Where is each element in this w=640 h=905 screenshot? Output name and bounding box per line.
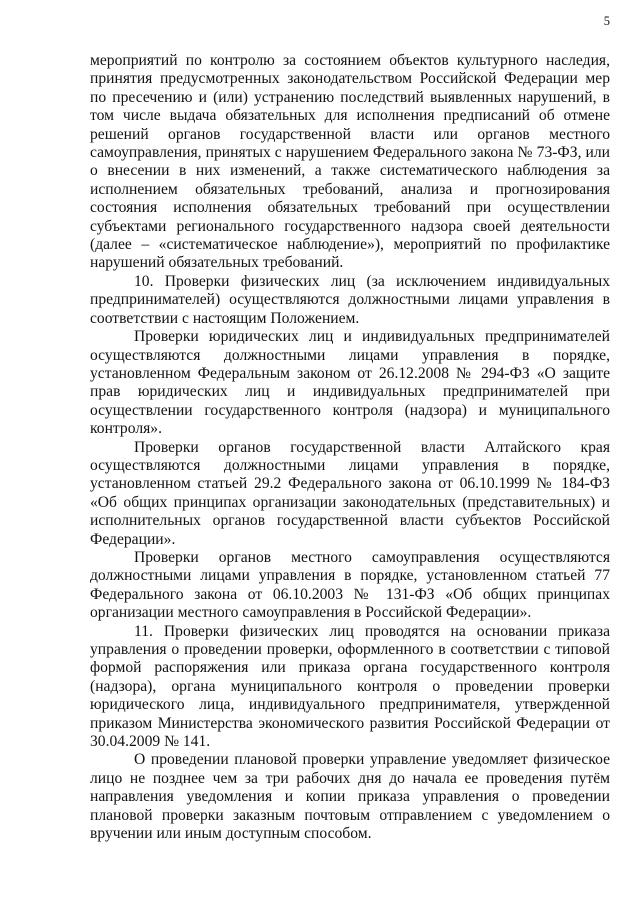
paragraph-planned-inspection-notice: О проведении плановой проверки управление уведомляет физическое лицо не позднее чем за три рабочих дня до начала ее проведения путём направления уведомления и копии приказа управления о проведении плановой проверки заказным почтовым отправлением с уведомлением о вручении или иным доступным способом. <box>90 751 610 843</box>
document-body <box>90 52 610 843</box>
page-number: 5 <box>603 14 610 28</box>
paragraph-state-authorities-inspections: Проверки органов государственной власти Алтайского края осуществляются должностными лицами управления в порядке, установленном статьей 29.2 Федерального закона от 06.10.1999 № 184-ФЗ «Об общих принципах организации законодательных (представительных) и исполнительных органов государственной власти субъектов Российской Федерации». <box>90 438 610 548</box>
paragraph-continuation: мероприятий по контролю за состоянием объектов культурного наследия, принятия предусмотренных законодательством Российской Федерации мер по пресечению и (или) устранению последствий выявленных нарушений, в том числе выдача обязательных для исполнения предписаний об отмене решений органов государственной власти или органов местного самоуправления, принятых с нарушением Федерального закона № 73-ФЗ, или о внесении в них изменений, а также систематического наблюдения за исполнением обязательных требований, анализа и прогнозирования состояния исполнения обязательных требований при осуществлении субъектами регионального государственного надзора своей деятельности (далее – «систематическое наблюдение»), мероприятий по профилактике нарушений обязательных требований. <box>90 52 610 272</box>
paragraph-item-11: 11. Проверки физических лиц проводятся на основании приказа управления о проведении проверки, оформленного в соответствии с типовой формой распоряжения или приказа органа государственного контроля (надзора), органа муниципального контроля о проведении проверки юридического лица, индивидуального предпринимателя, утвержденной приказом Министерства экономического развития Российской Федерации от 30.04.2009 № 141. <box>90 622 610 751</box>
paragraph-item-10: 10. Проверки физических лиц (за исключением индивидуальных предпринимателей) осуществляются должностными лицами управления в соответствии с настоящим Положением. <box>90 272 610 327</box>
paragraph-legal-entities-inspections: Проверки юридических лиц и индивидуальных предпринимателей осуществляются должностными лицами управления в порядке, установленном Федеральным законом от 26.12.2008 № 294-ФЗ «О защите прав юридических лиц и индивидуальных предпринимателей при осуществлении государственного контроля (надзора) и муниципального контроля». <box>90 328 610 438</box>
paragraph-local-government-inspections: Проверки органов местного самоуправления осуществляются должностными лицами управления в порядке, установленном статьей 77 Федерального закона от 06.10.2003 № 131-ФЗ «Об общих принципах организации местного самоуправления в Российской Федерации». <box>90 548 610 622</box>
